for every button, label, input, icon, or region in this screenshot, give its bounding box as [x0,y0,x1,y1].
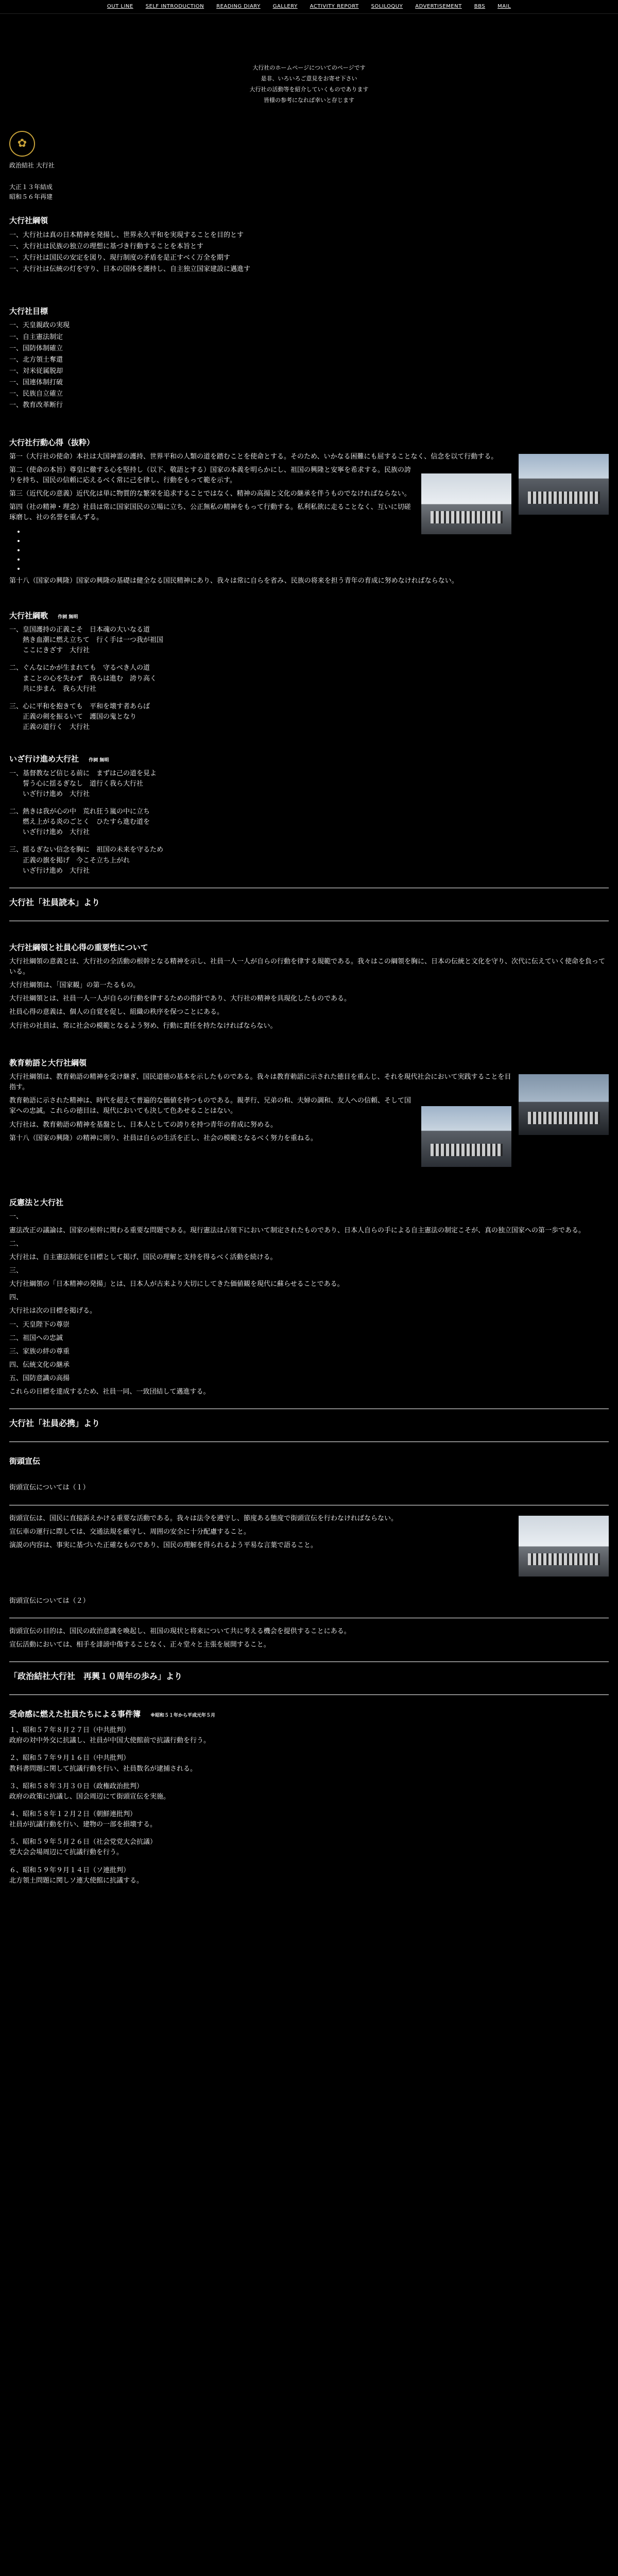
incident-item [9,1782,609,1802]
incident-item [9,1753,609,1774]
role-paragraph: 大行社綱領とは、社員一人一人が自らの行動を律するための指針であり、大行社の精神を具現化したものである。 [9,995,351,1003]
intro-line: 是非、いろいろご意見をお寄せ下さい [261,75,357,82]
lyric-line: いざ行け進め 大行社 [9,790,90,798]
nav-reading-diary[interactable]: READING DIARY [216,4,261,10]
incident-date: ３、昭和５８年３月３０日（政権政治批判） [9,1782,144,1790]
list-item: 一、天皇親政の実現 [9,321,70,330]
list-item: 一、国連体制打破 [9,379,63,387]
rally-photo [519,454,609,515]
intro-line: 大行社のホームページについてのページです [252,64,366,71]
anti-title: 反憲法と大行社 [9,1198,64,1208]
spirit-bullets [25,527,609,573]
incident-date: ６、昭和５９年９月１４日（ソ連批判） [9,1866,130,1874]
rally-photo [519,1074,609,1135]
street-paragraph: 街頭宣伝の目的は、国民の政治意識を喚起し、祖国の現状と将来について共に考える機会を提供することにある。 [9,1627,351,1635]
lyric-line: 正義の旗を掲げ 今こそ立ち上がれ [9,856,130,865]
lyric-line: 正義の剣を振るいて 護国の鬼となり [9,713,137,721]
incident-date: ２、昭和５７年９月１６日（中共批判） [9,1754,130,1762]
role-paragraph: 社員心得の意義は、個人の自覚を促し、組織の秩序を保つことにある。 [9,1008,224,1016]
intro-text [0,14,618,127]
lyric-line: 一、基督教など信じる前に まずは己の道を見よ [9,769,157,777]
list-item: 一、国防体制確立 [9,344,63,352]
nav-advertisement[interactable]: ADVERTISEMENT [415,4,462,10]
list-item [25,536,609,545]
incident-text: 教科書問題に関して抗議行動を行い、社員数名が逮捕される。 [9,1765,197,1773]
incident-item [9,1837,609,1858]
lyric-line: 共に歩まん 我ら大行社 [9,685,97,693]
spirit-paragraph: 第一（大行社の使命）本社は大国神霊の護持、世界平和の人類の道を踏むことを使命とする。そのため、いかなる困難にも屈することなく、信念を以て行動する。 [9,452,498,461]
top-navigation [0,0,618,14]
incident-item [9,1725,609,1746]
list-item: 一、大行社は国民の安定を図り、現行制度の矛盾を是正すべく万全を期す [9,253,230,262]
anti-paragraph: 五、国防意識の高揚 [9,1375,70,1383]
incident-text: 政府の政策に抗議し、国会周辺にて街頭宣伝を実施。 [9,1792,170,1801]
lyric-line: いざ行け進め 大行社 [9,828,90,837]
role-paragraph: 大行社の社員は、常に社会の模範となるよう努め、行動に責任を持たなければならない。 [9,1022,277,1030]
anti-paragraph: 憲法改正の議論は、国家の根幹に関わる重要な問題である。現行憲法は占領下において制定されたものであり、日本人自らの手による自主憲法の制定こそが、真の独立国家への第一歩である。 [9,1226,586,1234]
anti-paragraph: 一、天皇陛下の尊崇 [9,1320,70,1329]
incident-date: ５、昭和５９年５月２６日（社会党党大会抗議） [9,1838,157,1846]
readers-banner: 大行社「社員読本」より [9,897,100,907]
incident-text: 党大会会場周辺にて抗議行動を行う。 [9,1849,124,1857]
spirit-paragraph: 第二（使命の本旨）尊皇に徹する心を堅持し（以下、敬語とする）国家の本義を明らかにし、祖国の興隆と安寧を希求する。民族の誇りを持ち、国民の信頼に応えるべく常に己を律し、行動をもって範を示す。 [9,466,411,485]
incidents-title-text: 受命感に燃えた社員たちによる事件簿 [9,1709,141,1719]
emblem-icon: ✿ [9,131,35,157]
nav-outline[interactable]: OUT LINE [107,4,133,10]
list-item [25,554,609,564]
principles-list [9,230,609,275]
lyric-gap [9,838,609,845]
rally-photo [421,1106,511,1167]
list-item: 一、対米従属脱却 [9,367,63,375]
intro-line: 大行社の活動等を紹介していくものであります [249,86,369,93]
nav-gallery[interactable]: GALLERY [272,4,298,10]
spirit-paragraph: 第四（社の精神・理念）社員は常に国家国民の立場に立ち、公正無私の精神をもって行動する。私利私欲に走ることなく、互いに切磋琢磨し、社の名誉を重んずる。 [9,503,411,522]
role-title: 大行社綱領と社員心得の重要性について [9,942,148,952]
street-paragraph: 演説の内容は、事実に基づいた正確なものであり、国民の理解を得られるよう平易な言葉で語ること。 [9,1541,318,1549]
street-title: 街頭宣伝 [9,1456,41,1466]
list-item: 一、大行社は伝統の灯を守り、日本の国体を護持し、自主独立国家建設に邁進す [9,265,251,274]
list-item: 一、民族自立確立 [9,390,63,398]
lyric-line: 燃え上がる炎のごとく ひたすら進む道を [9,818,150,826]
incident-text: 北方領土問題に関しソ連大使館に抗議する。 [9,1876,144,1885]
march-credit: 作詞 無明 [89,758,109,764]
street-photo [519,1516,609,1577]
edu-paragraph: 大行社綱領は、教育勅語の精神を受け継ぎ、国民道徳の基本を示したものである。我々は教育勅語に示された徳目を重んじ、それを現代社会において実践することを目指す。 [9,1073,511,1092]
anti-paragraph: 四、 [9,1294,23,1302]
founded-line: 昭和５６年再建 [9,193,53,200]
edu-paragraph: 教育勅語に示された精神は、時代を超えて普遍的な価値を持つものである。親孝行、兄弟の和、夫婦の調和、友人への信頼、そして国家への忠誠。これらの徳目は、現代においても決して色あせることはない。 [9,1097,411,1115]
lyric-line: 二、熱きは我が心の中 荒れ狂う嵐の中に立ち [9,807,150,816]
lyric-line: 三、揺るぎない信念を胸に 祖国の未来を守るため [9,846,164,854]
lyric-line: 正義の道行く 大行社 [9,723,90,732]
nav-mail[interactable]: MAIL [497,4,511,10]
nav-self-introduction[interactable]: SELF INTRODUCTION [145,4,204,10]
edu-paragraph: 大行社は、教育勅語の精神を基盤とし、日本人としての誇りを持つ青年の育成に努める。 [9,1121,278,1129]
incident-text: 社員が抗議行動を行い、建物の一部を損壊する。 [9,1821,157,1829]
role-paragraph: 大行社綱領は、「国家観」の第一たるもの。 [9,981,140,990]
anti-paragraph: 二、祖国への忠誠 [9,1334,63,1342]
anti-paragraph: 大行社は、自主憲法制定を目標として掲げ、国民の理解と支持を得るべく活動を続ける。 [9,1253,277,1261]
list-item [25,545,609,554]
street-subtitle: 街頭宣伝については（２） [9,1597,90,1605]
list-item: 一、大行社は真の日本精神を発揚し、世界永久平和を実現することを目的とす [9,231,244,239]
lyric-line: ここにきざす 大行社 [9,647,90,655]
incident-item [9,1866,609,1886]
incidents-note: ※昭和５１年から平成元年５月 [150,1713,216,1718]
nav-bbs[interactable]: BBS [474,4,486,10]
history-banner: 「政治結社大行社 再興１０周年の歩み」より [9,1671,183,1682]
lyric-line: いざ行け進め 大行社 [9,867,90,875]
list-item: 一、自主憲法制定 [9,333,63,341]
intro-line: 皆様の参考になれば幸いと存じます [264,96,354,104]
lyric-line: 一、皇国護持の正義こそ 日本魂の大いなる道 [9,626,150,634]
lyric-line: 熱き血潮に燃え立ちて 行く手は一つ我が祖国 [9,636,163,645]
goals-title: 大行社目標 [9,307,48,316]
anthem-lyrics [9,625,609,733]
street-subtitle: 街頭宣伝については（１） [9,1484,90,1492]
street-paragraph: 宣伝活動においては、相手を誹謗中傷することなく、正々堂々と主張を展開すること。 [9,1640,270,1649]
anthem-title-text: 大行社綱歌 [9,611,48,620]
list-item: 一、北方領土奪還 [9,355,63,364]
lyric-line: 三、心に平和を抱きても 平和を壊す者あらば [9,702,150,710]
anti-paragraph: 二、 [9,1240,23,1248]
list-item [25,564,609,573]
section-divider [9,1694,609,1695]
edu-title: 教育勅語と大行社綱領 [9,1058,87,1067]
march-title [9,753,609,765]
anthem-credit: 作詞 無明 [58,614,78,620]
rally-photo [421,473,511,534]
anti-paragraph: 一、 [9,1213,23,1221]
anti-paragraph: 三、家族の絆の尊重 [9,1347,70,1355]
street-paragraph: 宣伝車の運行に際しては、交通法規を厳守し、周囲の安全に十分配慮すること。 [9,1528,251,1536]
lyric-gap [9,800,609,807]
list-item [25,527,609,536]
incidents-title [9,1708,609,1720]
anti-paragraph: 大行社は次の目標を掲げる。 [9,1307,97,1315]
list-item: 一、大行社は民族の独立の理想に基づき行動することを本旨とす [9,242,204,250]
incident-text: 政府の対中外交に抗議し、社員が中国大使館前で抗議行動を行う。 [9,1737,211,1745]
goals-list [9,320,609,411]
lyric-gap [9,694,609,702]
anti-paragraph: 三、 [9,1267,23,1275]
anti-paragraph: これらの目標を達成するため、社員一同、一致団結して邁進する。 [9,1388,210,1396]
org-name: 政治結社 大行社 [9,161,55,169]
lyric-gap [9,656,609,663]
anthem-title [9,610,609,622]
role-paragraph: 大行社綱領の意義とは、大行社の全活動の根幹となる精神を示し、社員一人一人が自らの行動を律する規範である。我々はこの綱領を胸に、日本の伝統と文化を守り、次代に伝えていく使命を負っている。 [9,957,606,976]
street-paragraph: 街頭宣伝は、国民に直接訴えかける重要な活動である。我々は法令を遵守し、節度ある態度で街頭宣伝を行わなければならない。 [9,1514,398,1522]
founded-line: 大正１３年結成 [9,183,53,191]
anti-paragraph: 四、伝統文化の継承 [9,1361,70,1369]
spirit-title: 大行社行動心得（抜粋） [9,437,95,447]
incident-item [9,1809,609,1830]
anti-paragraph: 大行社綱領の「日本精神の発揚」とは、日本人が古来より大切にしてきた価値観を現代に蘇らせることである。 [9,1280,344,1289]
list-item: 一、教育改革断行 [9,401,63,410]
spirit-paragraph: 第三（近代化の意義）近代化は単に物質的な繁栄を追求することではなく、精神の高揚と文化の継承を伴うものでなければならない。 [9,490,411,498]
spirit-paragraph: 第十八（国家の興隆）国家の興隆の基礎は健全なる国民精神にあり、我々は常に自らを省み、民族の将来を担う青年の育成に努めなければならない。 [9,577,458,585]
incident-date: ４、昭和５８年１２月２日（朝鮮連批判） [9,1810,137,1818]
principles-title: 大行社綱領 [9,216,48,226]
march-lyrics [9,769,609,876]
incident-date: １、昭和５７年８月２７日（中共批判） [9,1726,130,1735]
handbook-banner: 大行社「社員必携」より [9,1418,100,1429]
nav-activity-report[interactable]: ACTIVITY REPORT [310,4,359,10]
edu-paragraph: 第十八（国家の興隆）の精神に則り、社員は自らの生活を正し、社会の模範となるべく努力を重ねる。 [9,1134,318,1142]
lyric-line: まことの心を失わず 我らは進む 誇り高く [9,674,157,683]
lyric-line: 誓う心に揺るぎなし 道行く我ら大行社 [9,779,144,788]
nav-soliloquy[interactable]: SOLILOQUY [371,4,403,10]
march-title-text: いざ行け進め大行社 [9,754,79,764]
lyric-line: 二、ぐんなにかが生まれても 守るべき人の道 [9,664,150,672]
